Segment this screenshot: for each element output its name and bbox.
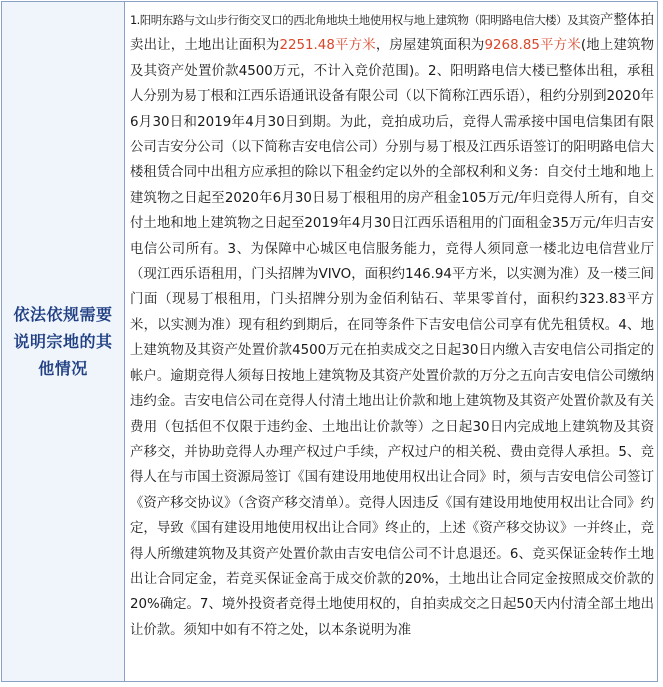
land-area-value: 2251.48平方米 <box>279 38 376 54</box>
row-label: 依法依规需要说明宗地的其他情况 <box>13 305 113 378</box>
content-cell <box>125 2 657 681</box>
label-cell <box>2 2 125 681</box>
content-first-line: 1.阳明东路与文山步行街交叉口的西北角地块土地使用权与地上建筑物（阳明路电信大楼）及其资 <box>130 13 600 27</box>
content-part-2: ，房屋建筑面积为 <box>375 38 485 54</box>
building-area-value: 9268.85平方米 <box>484 38 581 54</box>
content-part-3: (地上建筑物及其资产处置价款4500万元，不计入竞价范围)。2、阳明路电信大楼已整体出租，承租人分别为易丁根和江西乐语通讯设备有限公司（以下简称江西乐语），租约分别到2020年6月30日和2019年4月30日到期。为此，竞拍成功后，竞得人需承接中国电信集团有限公司吉安分公司（以下简称吉安电信公司）分别与易丁根及江西乐语签订的阳明路电信大楼租赁合同中出租方应承担的除以下租金约定以外的全部权利和义务：自交付土地和地上建筑物之日起至2020年6月30日易丁根租用的房产租金105万元/年归竞得人所有，自交付土地和地上建筑物之日起至2019年4月30日江西乐语租用的门面租金35万元/年归吉安电信公司所有。3、为保障中心城区电信服务能力，竞得人须同意一楼北边电信营业厅（现江西乐语租用，门头招牌为VIVO，面积约146.94平方米，以实测为准）及一楼三间门面（现易丁根租用，门头招牌分别为金佰利钻石、苹果零首付，面积约323.83平方米，以实测为准）现有租约到期后，在同等条件下吉安电信公司享有优先租赁权。4、地上建筑物及其资产处置价款4500万元在拍卖成交之日起30日内缴入吉安电信公司指定的帐户。逾期竞得人须每日按地上建筑物及其资产处置价款的万分之五向吉安电信公司缴纳违约金。吉安电信公司在竞得人付清土地出让价款和地上建筑物及其资产处置价款及有关费用（包括但不仅限于违约金、土地出让价款等）之日起30日内完成地上建筑物及其资产移交，并协助竞得人办理产权过户手续，产权过户的相关税、费由竞得人承担。5、竞得人在与市国土资源局签订《国有建设用地使用权出让合同》时，须与吉安电信公司签订《资产移交协议》（含资产移交清单）。竞得人因违反《国有建设用地使用权出让合同》约定，导致《国有建设用地使用权出让合同》终止的，上述《资产移交协议》一并终止，竞得人所缴建筑物及其资产处置价款由吉安电信公司不计息退还。6、竞买保证金转作土地出让合同定金，若竞买保证金高于成交价款的20%，土地出让合同定金按照成交价款的20%确定。7、境外投资者竞得土地使用权的，自拍卖成交之日起50天内付清全部土地出让价款。须知中如有不符之处，以本条说明为准 <box>130 38 655 638</box>
info-table <box>1 1 658 682</box>
content-part-1: 产整体拍卖出让，土地出让面积为 <box>130 13 654 54</box>
